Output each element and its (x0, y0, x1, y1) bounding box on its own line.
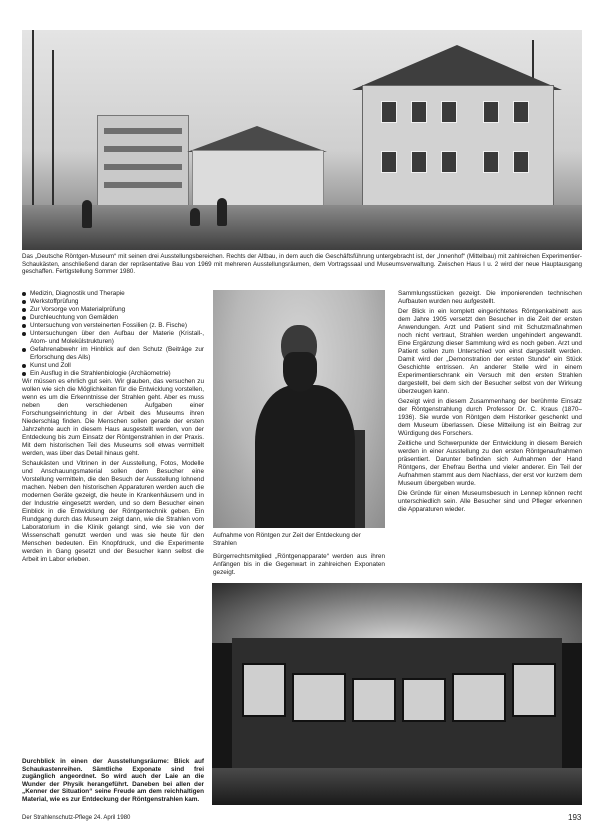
roentgen-portrait-photo (213, 290, 385, 528)
list-item: Werkstoffprüfung (22, 298, 204, 306)
body-paragraph: Wir müssen es ehrlich gut sein. Wir glauben, das versuchen zu wollen wie sich die Möglichkeiten für die Entwicklung vorstellen, wenn es um die Erkenntnisse der Strahlen geht. Aber es muss neben den verschiedenen Aufgaben einer Forschungseinrichtung in der Arbeit des Museums ihren Niederschlag finden. Die Menschen sollen gerade der ersten Jahrzehnte auch in diesem Haus ausgestellt werden, von der Entdeckung bis zum Einsatz der Röntgenstrahlen in der Praxis. Mit dem historischen Teil des Museums soll etwas vermittelt werden, was über das Detail hinaus geht. (22, 378, 204, 457)
pedestrian (82, 200, 92, 228)
tree (52, 50, 54, 210)
middle-building-roof (187, 126, 327, 152)
body-paragraph: Schaukästen und Vitrinen in der Ausstellung, Fotos, Modelle und Anschauungsmaterial sollen dem Besucher eine Vorstellung vermitteln, die den Besuch der Ausstellung lohnend machen. Neben den historischen Apparaturen werden auch die modernen Geräte gezeigt, die heute in Krankenhäusern und in der Industrie eingesetzt werden, und so dem Besucher einen Einblick in die Entwicklung der Röntgentechnik geben. Ein Rundgang durch das Museum zeigt dann, wie die Strahlen vom Laboratorium in die Klinik gelangt sind, wie sie von der Wissenschaft genutzt werden und was sie heute für den Menschen bedeuten. Ein Knopfdruck, und die Experimente werden in Gang gesetzt und der Besucher kann selbst die Arbeit im Labor erleben. (22, 460, 204, 563)
list-item: Ein Ausflug in die Strahlenbiologie (Archäometrie) (22, 370, 204, 378)
body-paragraph: Der Blick in ein komplett eingerichtetes Röntgenkabinett aus dem Jahre 1905 versetzt den Besucher in die Zeit der ersten Anwendungen. Arzt und Patient sind mit Schutzmaßnahmen noch nicht vertraut, Strahlen werden ungehindert angewandt. Eine Ergänzung dieser Sammlung wird es noch geben. Arzt und Patient sollen zum Unterschied von einst dargestellt werden. Damit wird der „Demonstration der ersten Stunde“ ein Stück Geschichte entrissen. An anderer Stelle wird in einem Experimentierschrank ein Versuch mit den ersten Strahlen dargestellt, bei dem sich der Besucher selbst von der Wirkung überzeugen kann. (398, 308, 582, 395)
list-item: Zur Vorsorge von Materialprüfung (22, 306, 204, 314)
left-column (22, 290, 204, 566)
right-column (398, 290, 582, 516)
hall-photo-caption: Durchblick in einen der Ausstellungsräume: Blick auf Schaukastenreihen. Sämtliche Exponate sind frei zugänglich angeordnet. So wird auch der Laie an die Wunder der Physik herangeführt. Daneben bei allen der „Kenner der Situation“ seine Freude am dem reichhaltigen Material, wie es zur Entdeckung der Röntgenstrahlen kam. (22, 758, 204, 803)
list-item: Untersuchung von versteinerten Fossilien (z. B. Fische) (22, 322, 204, 330)
list-item: Untersuchungen über den Aufbau der Materie (Kristall-, Atom- und Molekülstrukturen) (22, 330, 204, 346)
body-paragraph: Gezeigt wird in diesem Zusammenhang der berühmte Einsatz der Röntgenstrahlung durch Professor Dr. C. Kraus (1870–1936). Sie wurde von Röntgen dem Historiker geschenkt und dem Museum überlassen. Diese Mitteilung ist ein Beitrag zur Würdigung des Forschers. (398, 398, 582, 437)
applications-list (22, 290, 204, 378)
display-case (242, 663, 286, 717)
footer-publication: Der Strahlenschutz-Pflege 24. April 1980 (22, 815, 131, 821)
list-item: Kunst und Zoll (22, 362, 204, 370)
exhibition-hall-photo (212, 583, 582, 805)
list-item: Medizin, Diagnostik und Therapie (22, 290, 204, 298)
display-case (402, 678, 446, 722)
body-paragraph: Die Gründe für einen Museumsbesuch in Lennep können recht unterschiedlich sein. Alle Besucher sind und Pfleger erkennen die Apparaturen wieder. (398, 490, 582, 513)
portrait-caption: Aufnahme von Röntgen zur Zeit der Entdeckung der Strahlen (213, 532, 361, 547)
display-case (352, 678, 396, 722)
page-number: 193 (568, 813, 582, 822)
middle-building (192, 150, 324, 207)
display-case (452, 673, 506, 722)
pedestrian (217, 198, 227, 226)
display-case (512, 663, 556, 717)
list-item: Durchleuchtung von Gemälden (22, 314, 204, 322)
street (22, 205, 582, 250)
modern-building (97, 115, 189, 207)
child (190, 208, 200, 226)
body-paragraph: Zeitliche und Schwerpunkte der Entwicklung in diesem Bereich werden in einer Ausstellung zu den ersten Röntgenaufnahmen präsentiert. Darunter befinden sich Aufnahmen der Hand Röntgens, der Ehefrau Bertha und vieler anderer. Ein Teil der Aufnahmen stammt aus dem Nachlass, der erst vor kurzem dem Museum übergeben wurde. (398, 440, 582, 487)
top-photo-caption: Das „Deutsche Röntgen-Museum“ mit seinen drei Ausstellungsbereichen. Rechts der Altbau, in dem auch die Geschäftsführung untergebracht ist, der „Innenhof“ (Mittelbau) mit zahlreichen Experimentier-Schaukästen, anschließend daran der repräsentative Bau von 1969 mit mehreren Ausstellungsräumen, dem Vortragssaal und Museumsverwaltung. Zwischen Haus I u. 2 wird der neue Hauptausgang geschaffen. Fertigstellung Sommer 1980. (22, 253, 582, 276)
body-paragraph: Sammlungsstücken gezeigt. Die imponierenden technischen Aufbauten wurden neu aufgestellt. (398, 290, 582, 305)
middle-text: Bürgerrechtsmitglied „Röntgenapparate“ werden aus ihren Anfängen bis in die Gegenwart in zahlreichen Exponaten gezeigt. (213, 553, 385, 576)
villa-building (362, 85, 554, 222)
villa-roof (352, 45, 562, 90)
museum-exterior-photo (22, 30, 582, 250)
display-case (292, 673, 346, 722)
list-item: Gefahrenabwehr im Hinblick auf den Schutz (Beiträge zur Erforschung des Alls) (22, 346, 204, 362)
tree (32, 30, 34, 210)
